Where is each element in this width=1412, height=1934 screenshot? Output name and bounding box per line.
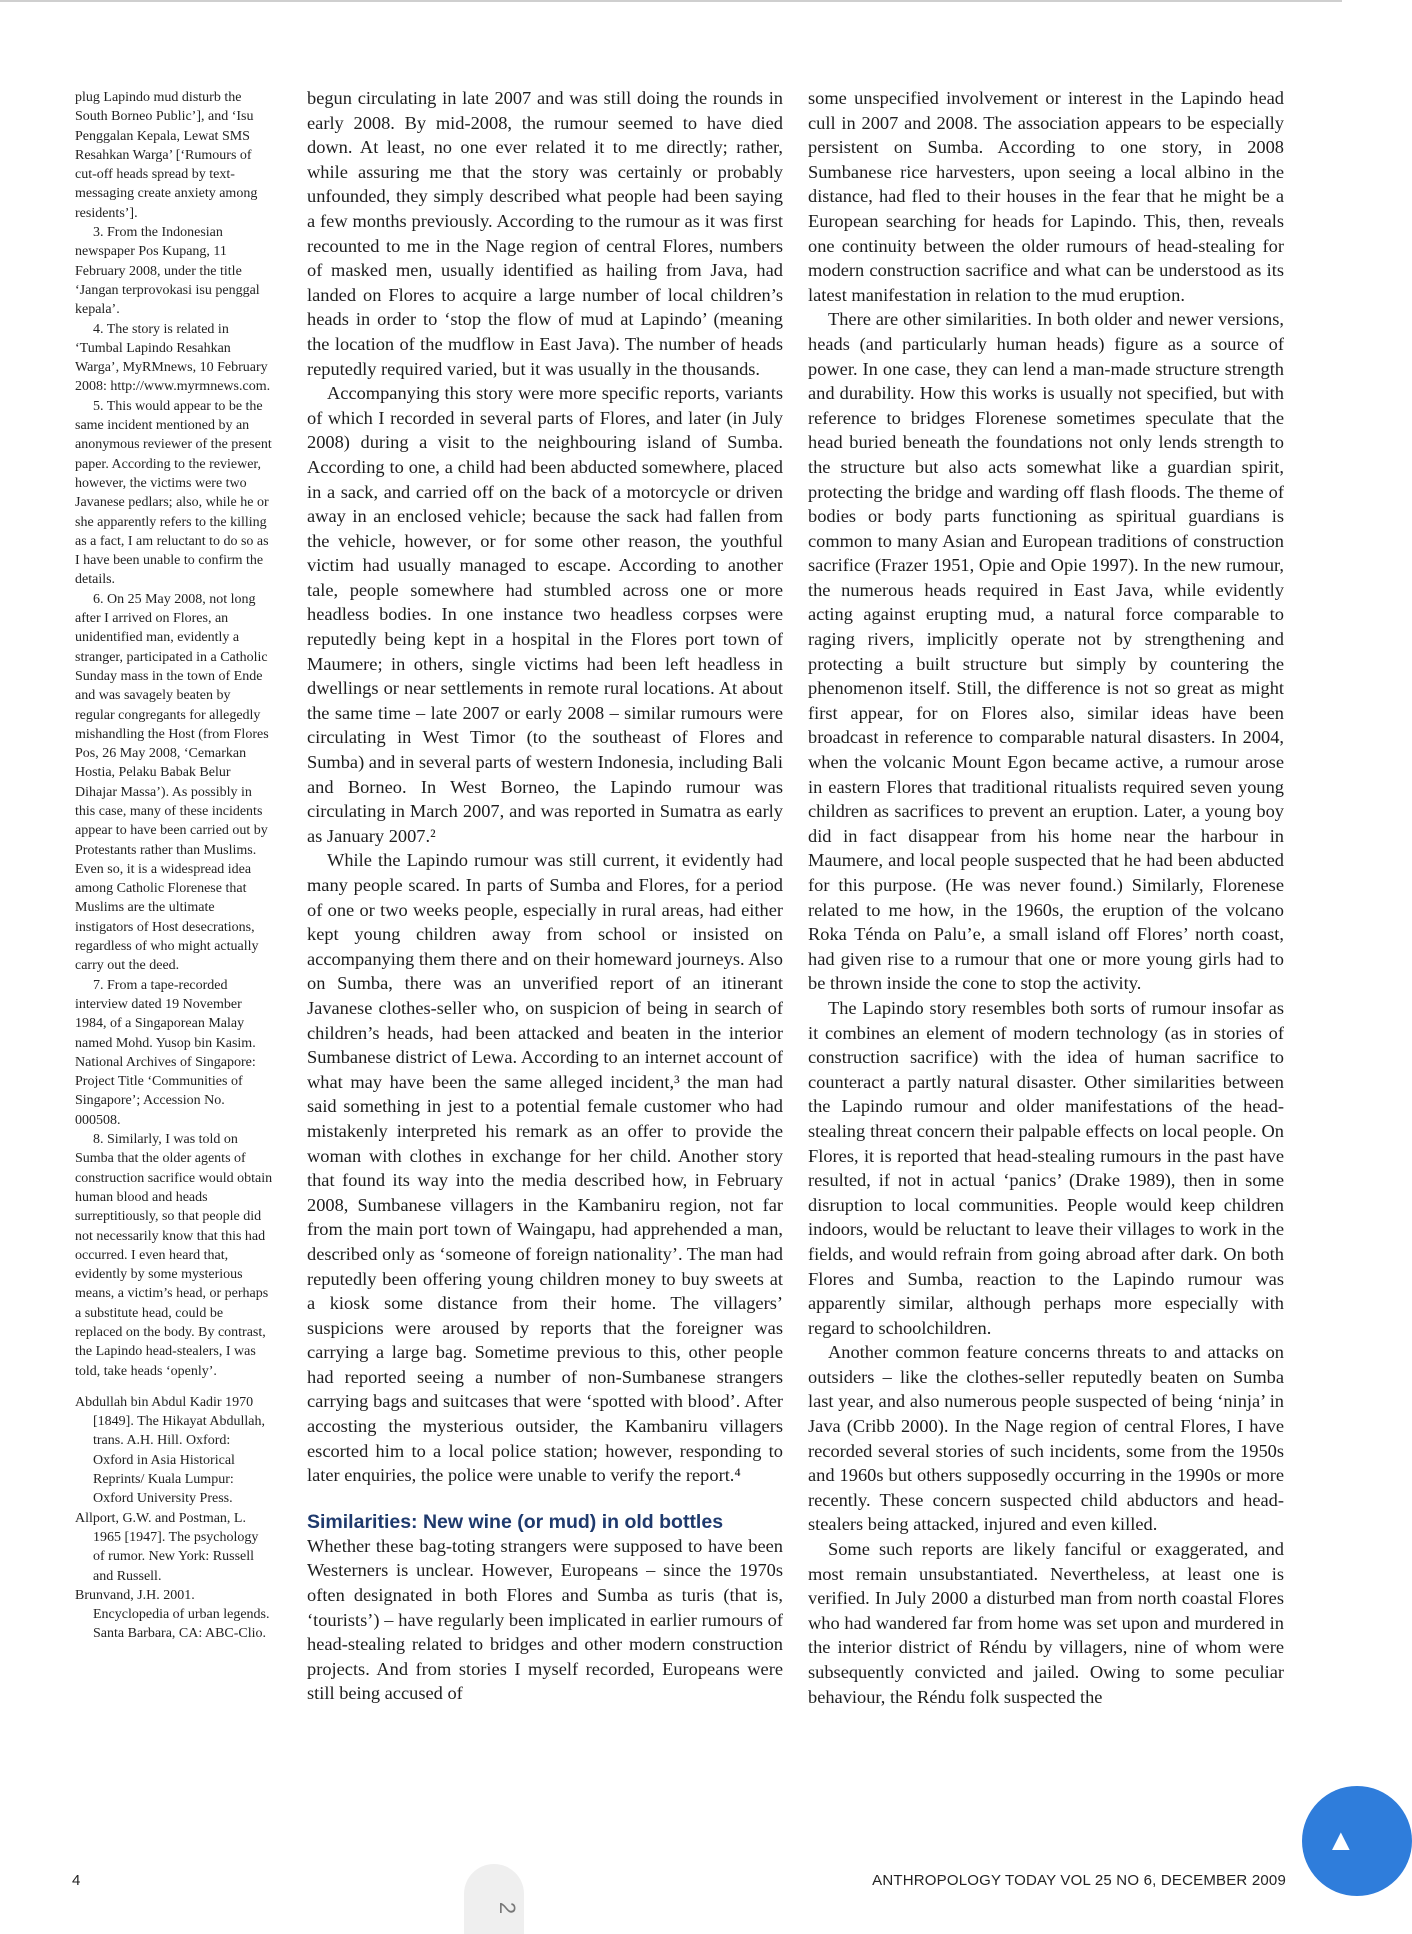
endnote: 8. Similarly, I was told on Sumba that the older agents of construction sacrifice would obtain human blood and heads surreptitiously, so that people did not necessarily know that this had occurred. I even heard that, evidently by some mysterious means, a victim’s head, or perhaps a substitute head, could be replaced on the body. By contrast, the Lapindo head-stealers, I was told, take heads ‘openly’.	[75, 1132, 273, 1379]
body-paragraph: Whether these bag-toting strangers were supposed to have been Westerners is unclear. However, Europeans – since the 1970s often designated in both Flores and Sumba as turis (that is, ‘tourists’) – have regularly been implicated in earlier rumours of head-stealing related to bridges and other modern construction projects. And from stories I myself recorded, Europeans were still being accused of	[307, 1535, 783, 1704]
body-column-left	[307, 86, 783, 1706]
body-paragraph: Another common feature concerns threats to and attacks on outsiders – like the clothes-seller reputedly beaten on Sumba last year, and also numerous people suspected of being ‘ninja’ in Java (Cribb 2000). In the Nage region of central Flores, I have recorded several stories of such incidents, some from the 1950s and 1960s but others supposedly occurring in the 1990s or more recently. These concern suspected child abductors and head-stealers being attacked, injured and even killed.	[808, 1342, 1284, 1535]
body-column-right	[808, 86, 1284, 1709]
reference-entry: Abdullah bin Abdul Kadir 1970 [1849]. The Hikayat Abdullah, trans. A.H. Hill. Oxford: Oxford in Asia Historical Reprints/ Kuala Lumpur: Oxford University Press.	[75, 1394, 265, 1507]
body-paragraph: some unspecified involvement or interest in the Lapindo head cull in 2007 and 2008. The association appears to be especially persistent on Sumba. According to one story, in 2008 Sumbanese rice harvesters, upon seeing a local albino in the distance, had fled to their houses in the fear that he might be a European searching for heads for Lapindo. This, then, reveals one continuity between the older rumours of head-stealing for modern construction sacrifice and what can be understood as its latest manifestation in relation to the mud eruption.	[808, 88, 1284, 305]
endnote: 4. The story is related in ‘Tumbal Lapindo Resahkan Warga’, MyRMnews, 10 February 2008: http://www.myrmnews.com.	[75, 321, 271, 395]
top-border	[0, 0, 1342, 2]
endnote: plug Lapindo mud disturb the South Borneo Public’], and ‘Isu Penggalan Kepala, Lewat SMS Resahkan Warga’ [‘Rumours of cut-off heads spread by text-messaging create anxiety among residents’].	[75, 90, 258, 221]
body-paragraph: The Lapindo story resembles both sorts of rumour insofar as it combines an element of modern technology (as in stories of construction sacrifice) with the idea of human sacrifice to counteract a partly natural disaster. Other similarities between the Lapindo rumour and older manifestations of the head-stealing threat concern their palpable effects on local people. On Flores, it is reported that head-stealing rumours in the past have resulted, if not in actual ‘panics’ (Drake 1989), then in some disruption to local communities. People would keep children indoors, would be reluctant to leave their villages to work in the fields, and would refrain from going abroad after dark. On both Flores and Sumba, reaction to the Lapindo rumour was apparently similar, although perhaps more especially with regard to schoolchildren.	[808, 997, 1284, 1338]
endnote: 7. From a tape-recorded interview dated 19 November 1984, of a Singaporean Malay named Mohd. Yusop bin Kasim. National Archives of Singapore: Project Title ‘Communities of Singapore’; Accession No. 000508.	[75, 977, 256, 1128]
endnotes-column	[75, 88, 273, 1644]
section-heading: Similarities: New wine (or mud) in old bottles	[307, 1510, 724, 1533]
endnote: 6. On 25 May 2008, not long after I arrived on Flores, an unidentified man, evidently a stranger, participated in a Catholic Sunday mass in the town of Ende and was savagely beaten by regular congregants for allegedly mishandling the Host (from Flores Pos, 26 May 2008, ‘Cemarkan Hostia, Pelaku Babak Belur Dihajar Massa’). As possibly in this case, many of these incidents appear to have been carried out by Protestants rather than Muslims. Even so, it is a widespread idea among Catholic Florenese that Muslims are the ultimate instigators of Host desecrations, regardless of who might actually carry out the deed.	[75, 591, 269, 974]
journal-footer: ANTHROPOLOGY TODAY VOL 25 NO 6, DECEMBER 2009	[872, 1872, 1286, 1889]
page-indicator-label: 2	[495, 1901, 520, 1915]
body-paragraph: While the Lapindo rumour was still current, it evidently had many people scared. In parts of Sumba and Flores, for a period of one or two weeks people, especially in rural areas, had either kept young children away from school or insisted on accompanying them there and on their homeward journeys. Also on Sumba, there was an unverified report of an itinerant Javanese clothes-seller who, on suspicion of being in search of children’s heads, had been attacked and beaten in the interior Sumbanese district of Lewa. According to an internet account of what may have been the same alleged incident,³ the man had said something in jest to a potential female customer who had mistakenly interpreted his remark as an offer to provide the woman with clothes in exchange for her child. Another story that found its way into the media described how, in February 2008, Sumbanese villagers in the Kambaniru region, not far from the main port town of Waingapu, had apprehended a man, described only as ‘someone of foreign nationality’. The man had reputedly been offering young children money to buy sweets at a kiosk some distance from their home. The villagers’ suspicions were aroused by reports that the foreigner was carrying a large bag. Sometime previous to this, other people had reported seeing a number of non-Sumbanese strangers carrying bags and suitcases that were ‘spotted with blood’. After accosting the mysterious outsider, the Kambaniru villagers escorted him to a local police station; however, responding to later enquiries, the police were unable to verify the report.⁴	[307, 850, 783, 1486]
floating-action-button[interactable]	[1302, 1786, 1412, 1896]
body-paragraph: Accompanying this story were more specific reports, variants of which I recorded in several parts of Flores, and later (in July 2008) during a visit to the neighbouring island of Sumba. According to one, a child had been abducted somewhere, placed in a sack, and carried off on the back of a motorcycle or driven away in an enclosed vehicle; because the sack had fallen from the vehicle, however, or for some other reason, the youthful victim had usually managed to escape. According to another tale, people somewhere had stumbled across one or more headless bodies. In one instance two headless corpses were reputedly being kept in a hospital in the Flores port town of Maumere; in others, single victims had been left headless in dwellings or near settlements in remote rural locations. At about the same time – late 2007 or early 2008 – similar rumours were circulating in West Timor (to the southeast of Flores and Sumba) and in several parts of western Indonesia, including Bali and Borneo. In West Borneo, the Lapindo rumour was circulating in March 2007, and was reported in Sumatra as early as January 2007.²	[307, 383, 783, 846]
reference-entry: Brunvand, J.H. 2001. Encyclopedia of urban legends. Santa Barbara, CA: ABC-Clio.	[75, 1587, 270, 1642]
page-indicator-tab[interactable]	[464, 1864, 524, 1934]
endnote: 5. This would appear to be the same incident mentioned by an anonymous reviewer of the present paper. According to the reviewer, however, the victims were two Javanese pedlars; also, while he or she apparently refers to the killing as a fact, I am reluctant to do so as I have been unable to confirm the details.	[75, 398, 272, 588]
page-number: 4	[72, 1872, 81, 1889]
body-paragraph: Some such reports are likely fanciful or exaggerated, and most remain unsubstantiated. Nevertheless, at least one is verified. In July 2000 a disturbed man from north coastal Flores who had wandered far from home was set upon and murdered in the interior district of Réndu by villagers, nine of whom were subsequently convicted and jailed. Owing to some peculiar behaviour, the Réndu folk suspected the	[808, 1539, 1284, 1707]
body-paragraph: begun circulating in late 2007 and was still doing the rounds in early 2008. By mid-2008, the rumour seemed to have died down. At least, no one ever related it to me directly; rather, while assuring me that the story was certainly or probably unfounded, they simply described what people had been saying a few months previously. According to the rumour as it was first recounted to me in the Nage region of central Flores, numbers of masked men, usually identified as hailing from Java, had landed on Flores to acquire a large number of local children’s heads in order to ‘stop the flow of mud at Lapindo’ (meaning the location of the mudflow in East Java). The number of heads reputedly required varied, but it was usually in the thousands.	[307, 88, 783, 379]
arrow-icon: ▲	[1326, 1824, 1356, 1857]
body-paragraph: There are other similarities. In both older and newer versions, heads (and particularly human heads) figure as a source of power. In one case, they can lend a man-made structure strength and durability. How this works is usually not specified, but with reference to bridges Florenese sometimes speculate that the head buried beneath the foundations not only lends strength to the structure but also acts somewhat like a guardian spirit, protecting the bridge and warding off flash floods. The theme of bodies or body parts functioning as spiritual guardians is common to many Asian and European traditions of construction sacrifice (Frazer 1951, Opie and Opie 1997). In the new rumour, the numerous heads required in East Java, while evidently acting against erupting mud, a natural force comparable to raging rivers, implicitly operate not by strengthening and protecting a built structure but simply by countering the phenomenon itself. Still, the difference is not so great as might first appear, for on Flores also, similar ideas have been broadcast in reference to comparable natural disasters. In 2004, when the volcanic Mount Egon became active, a rumour arose in eastern Flores that traditional ritualists required seven young children as sacrifices to prevent an eruption. Later, a young boy did in fact disappear from his home near the harbour in Maumere, and local people suspected that he had been abducted for this purpose. (He was never found.) Similarly, Florenese related to me how, in the 1960s, the eruption of the volcano Roka Ténda on Palu’e, a small island off Flores’ north coast, had given rise to a rumour that one or more young girls had to be thrown inside the cone to stop the activity.	[808, 309, 1284, 994]
endnote: 3. From the Indonesian newspaper Pos Kupang, 11 February 2008, under the title ‘Jangan terprovokasi isu penggal kepala’.	[75, 225, 260, 318]
reference-entry: Allport, G.W. and Postman, L. 1965 [1947]. The psychology of rumor. New York: Russell and Russell.	[75, 1510, 259, 1584]
